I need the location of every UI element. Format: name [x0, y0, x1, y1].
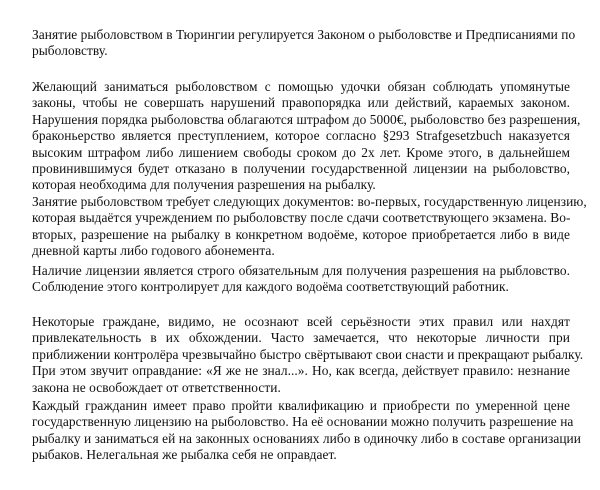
text-line: При этом звучит оправдание: «Я же не знал...». Но, как всегда, действует правило: незнание: [32, 363, 570, 379]
text-line: рыбаков. Нелегальная же рыбалка себя не оправдает.: [32, 447, 337, 463]
paragraph-license-control: [32, 263, 570, 296]
text-line: Каждый гражданин имеет право пройти квалификацию и приобрести по умеренной цене: [32, 398, 570, 413]
paragraph-fishing-regulation: [32, 27, 576, 60]
text-line: которая необходима для получения разрешения на рыбалку.: [32, 177, 376, 193]
text-line: провинившимуся будет отказано в получении государственной лицензии на рыболовство,: [32, 161, 570, 177]
text-line: рыболовству.: [32, 43, 108, 59]
paragraph-right-to-qualify: [32, 398, 581, 464]
text-line: которая выдаётся учреждением по рыболовству после сдачи соответствующего экзамена. Во-: [32, 210, 571, 226]
paragraph-required-documents: [32, 194, 587, 260]
text-line: законы, чтобы не совершать нарушений правопорядка или действий, караемых законом.: [32, 95, 570, 111]
text-line: Нарушения порядка рыболовства облагаются штрафом до 5000€, рыболовство без разрешения,: [32, 111, 581, 127]
text-line: приближении контролёра чрезвычайно быстро свёртывают свои снасти и прекращают рыбалку.: [32, 346, 584, 362]
text-line: Занятие рыболовством требует следующих документов: во-первых, государственную лицензию,: [32, 194, 587, 209]
text-line: высоким штрафом либо лишением свободы сроком до 2х лет. Кроме этого, в дальнейшем: [32, 144, 570, 160]
text-line: рыбалку и заниматься ей на законных основаниях либо в одиночку либо в составе организации: [32, 430, 581, 446]
text-line: дневной карты либо годового абонемента.: [32, 243, 275, 259]
paragraph-penalties: [32, 79, 581, 194]
text-line: Соблюдение этого контролирует для каждого водоёма соответствующий работник.: [32, 279, 509, 295]
text-line: Некоторые граждане, видимо, не осознают всей серьёзности этих правил или нахдят: [32, 314, 570, 329]
text-line: государственную лицензию на рыболовство. На её основании можно получить разрешение на: [32, 414, 574, 430]
text-line: Желающий заниматься рыболовством с помощью удочки обязан соблюдать упомянутые: [32, 79, 570, 94]
text-line: Занятие рыболовством в Тюрингии регулируется Законом о рыболовстве и Предписаниями по: [32, 27, 576, 42]
text-line: привлекательность в их обхождении. Часто замечается, что некоторые личности при: [32, 330, 570, 346]
text-line: закона не освобождает от ответственности.: [32, 379, 281, 395]
text-line: Наличие лицензии является строго обязательным для получения разрешения на рыбловство.: [32, 263, 570, 278]
text-line: браконьерство является преступлением, которое согласно §293 Strafgesetzbuch наказуется: [32, 128, 570, 144]
text-line: вторых, разрешение на рыбалку в конкретном водоёме, которое приобретается либо в виде: [32, 226, 570, 242]
paragraph-ignorance-no-excuse: [32, 314, 584, 396]
